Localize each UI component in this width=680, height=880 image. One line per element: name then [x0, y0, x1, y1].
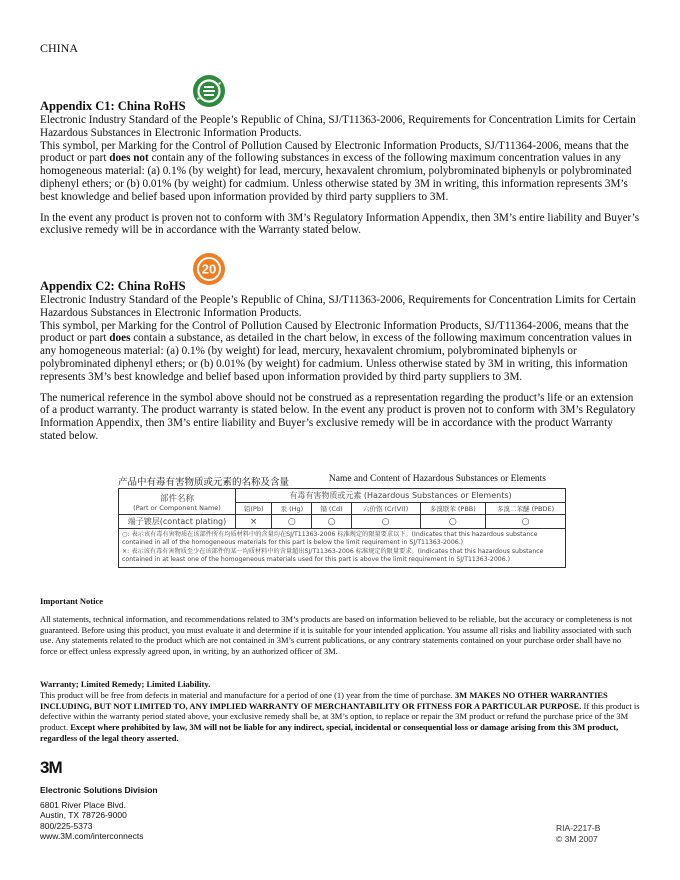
substance-column-header: 多溴联苯 (PBB) — [420, 503, 486, 515]
substance-value-cell: ○ — [312, 515, 351, 529]
doc-code: RIA-2217-B — [556, 823, 601, 833]
part-header-en: (Part or Component Name) — [133, 503, 221, 512]
company-address — [40, 785, 158, 842]
appendix-c1-symbol-meaning: This symbol, per Marking for the Control of Pollution Caused by Electronic Information Products, SJ/T11364-2006, means that the product or part does not contain any of the following substances in excess of the following maximum concentration values in any homogeneous material: (a) 0.1% (by weight) for lead, mercury, hexavalent chromium, polybrominated biphenyls or polybrominated diphenyl ethers; or (b) 0.01% (by weight) for cadmium. Unless otherwise stated by 3M in writing, this information represents 3M’s best knowledge and belief based upon information provided by third party suppliers to 3M. — [40, 139, 632, 203]
note-cross: ×: 表示该有毒有害物质至少在该部件的某一均质材料中的含量超出SJ/T11363-2006 标准规定的限量要求。(Indicates that this hazardous substance contained in at least one of the homogeneous materials used for this part is above the limit requirement in SJ/T11363-2006.) — [122, 547, 544, 564]
part-header-cn: 部件名称 — [159, 493, 194, 504]
substance-column-header: 多溴二苯醚 (PBDE) — [486, 503, 566, 515]
rohs-20-year-icon — [192, 252, 226, 286]
document-reference — [556, 823, 600, 844]
important-notice-heading: Important Notice — [40, 596, 104, 606]
appendix-c1-liability: In the event any product is proven not to conform with 3M’s Regulatory Information Appendix, then 3M’s entire liability and Buyer’s exclusive remedy will be in accordance with the Warranty stated below. — [40, 211, 640, 237]
hazard-caption-cn: 产品中有毒有害物质或元素的名称及含量 — [118, 478, 290, 488]
hazard-table — [118, 488, 566, 568]
substance-column-header: 汞 (Hg) — [272, 503, 312, 515]
doc-copyright: © 3M 2007 — [556, 833, 598, 844]
3m-logo: 3M — [40, 758, 62, 777]
rohs-e-recycle-icon — [192, 74, 226, 108]
appendix-c1-title-row — [40, 82, 640, 114]
appendix-c2-standard: Electronic Industry Standard of the People’s Republic of China, SJ/T11363-2006, Requirements for Concentration Limits for Certain Hazardous Substances in Electronic Information Products. — [40, 294, 636, 319]
address-city: Austin, TX 78726-9000 — [40, 810, 127, 820]
table-notes — [119, 529, 566, 568]
appendix-c2-liability: The numerical reference in the symbol above should not be construed as a representation regarding the product’s life or an extension of a product warranty. The product warranty is stated below. In the event any product is proven not to conform with 3M’s Regulatory Information Appendix, then 3M’s entire liability and Buyer’s exclusive remedy will be in accordance with the product Warranty stated below. — [40, 391, 636, 442]
substances-header: 有毒有害物质或元素 (Hazardous Substances or Elements) — [236, 489, 566, 503]
appendix-c1-standard: Electronic Industry Standard of the People’s Republic of China, SJ/T11363-2006, Requirements for Concentration Limits for Certain Hazardous Substances in Electronic Information Products. — [40, 114, 636, 139]
part-header-cell — [119, 489, 236, 515]
part-name-cell: 端子镀层(contact plating) — [119, 515, 236, 529]
rohs-logo-number: 20 — [201, 261, 216, 277]
substance-value-cell: × — [236, 515, 272, 529]
substance-value-cell: ○ — [486, 515, 566, 529]
substance-column-header: 铅(Pb) — [236, 503, 272, 515]
table-row — [119, 515, 566, 529]
appendix-c2-symbol-meaning: This symbol, per Marking for the Control of Pollution Caused by Electronic Information Products, SJ/T11364-2006, means that the product or part does contain a substance, as detailed in the chart below, in excess of the following maximum concentration values in any homogeneous material: (a) 0.1% (by weight) for lead, mercury, hexavalent chromium, polybrominated biphenyls or polybrominated diphenyl ethers; or (b) 0.01% (by weight) for cadmium. Unless otherwise stated by 3M in writing, this information represents 3M’s best knowledge and belief based upon information provided by third party suppliers to 3M. — [40, 319, 632, 383]
important-notice — [40, 596, 640, 657]
appendix-c2-title-row — [40, 260, 640, 294]
appendix-c2-section — [40, 260, 640, 443]
hazard-caption-en: Name and Content of Hazardous Substances or Elements — [328, 474, 546, 484]
division-name: Electronic Solutions Division — [40, 785, 158, 795]
warranty-section — [40, 679, 640, 744]
appendix-c1-section — [40, 82, 640, 237]
warranty-body: This product will be free from defects in material and manufacture for a period of one (1) year from the time of purchase. 3M MAKES NO OTHER WARRANTIES INCLUDING, BUT NOT LIMITED TO, ANY IMPLIED WARRANTY OF MERCHANTABILITY OR FITNESS FOR A PARTICULAR PURPOSE. If this product is defective within the warranty period stated above, your exclusive remedy shall be, at 3M’s option, to replace or repair the 3M product or refund the purchase price of the 3M product. Except where prohibited by law, 3M will not be liable for any indirect, special, incidental or consequential loss or damage arising from this 3M product, regardless of the legal theory asserted. — [40, 689, 640, 743]
substance-column-header: 镉 (Cd) — [312, 503, 351, 515]
substance-value-cell: ○ — [351, 515, 420, 529]
substance-column-header: 六价铬 (Cr(VI)) — [351, 503, 420, 515]
appendix-c1-title: Appendix C1: China RoHS — [40, 99, 186, 113]
substance-value-cell: ○ — [272, 515, 312, 529]
hazard-table-caption — [118, 474, 566, 488]
address-web[interactable]: www.3M.com/interconnects — [40, 831, 144, 841]
substance-value-cell: ○ — [420, 515, 486, 529]
region-label: CHINA — [40, 41, 78, 55]
note-circle: ○: 表示该有毒有害物质在该部件所有均质材料中的含量均在SJ/T11363-2006 标准规定的限量要求以下。(Indicates that this hazardous substance contained in all of the homogeneous materials for this part is below the limit requirement in SJ/T11363-2006.) — [122, 531, 538, 547]
important-notice-body: All statements, technical information, and recommendations related to 3M’s products are based on information believed to be reliable, but the accuracy or completeness is not guaranteed. Before using this product, you must evaluate it and determine if it is suitable for your intended application. You assume all risks and liability associated with such use. Any statements related to the product which are not contained in 3M’s current publications, or any contrary statements contained on your purchase order shall have no force or effect unless expressly agreed upon, in writing, by an authorized officer of 3M. — [40, 613, 633, 657]
warranty-heading: Warranty; Limited Remedy; Limited Liability. — [40, 679, 211, 689]
address-street: 6801 River Place Blvd. — [40, 799, 126, 810]
address-phone: 800/225-5373 — [40, 820, 93, 831]
appendix-c2-title: Appendix C2: China RoHS — [40, 279, 186, 293]
hazard-table-wrapper — [118, 474, 566, 568]
